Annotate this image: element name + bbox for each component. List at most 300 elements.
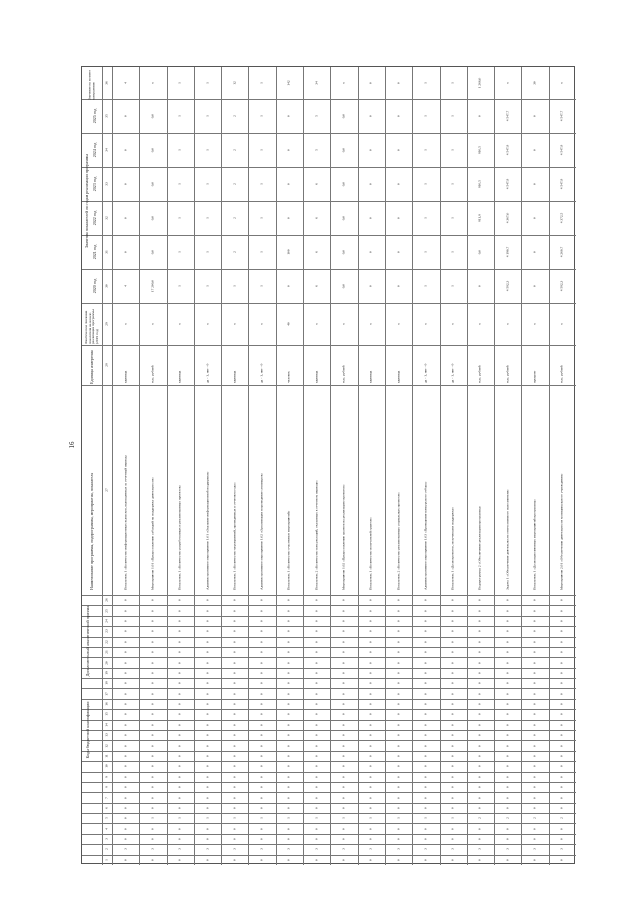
code-cell: 0 <box>122 775 127 778</box>
code-cell: 0 <box>559 630 564 633</box>
row-year-value: 1 <box>450 251 455 253</box>
row-name: Показатель 1 «Количество получателей грантов» <box>368 517 373 590</box>
row-name: Административное мероприятие 1.01 «Оказание информационной поддержки» <box>204 471 209 590</box>
row-separator <box>385 67 386 865</box>
code-cell: 0 <box>232 807 237 809</box>
code-cell: 0 <box>259 682 264 685</box>
row-year-value: 0,0 <box>341 181 346 187</box>
column-separator <box>82 605 576 606</box>
column-separator <box>82 99 576 100</box>
header-year: 2024 год <box>92 142 97 158</box>
column-separator <box>82 699 576 700</box>
code-cell: 0 <box>286 858 291 861</box>
column-separator <box>82 761 576 762</box>
row-year-value: 0 <box>532 285 537 287</box>
code-cell: 0 <box>477 672 482 674</box>
code-cell: 0 <box>477 599 482 602</box>
code-cell: 0 <box>286 838 291 840</box>
code-cell: 0 <box>259 651 264 653</box>
code-cell: 0 <box>313 723 318 726</box>
code-cell: 0 <box>177 755 182 757</box>
row-base: х <box>150 323 155 325</box>
code-cell: 0 <box>505 744 509 747</box>
column-number: 33 <box>104 182 109 186</box>
column-number: 25 <box>104 608 109 613</box>
code-cell: 3 <box>313 848 318 851</box>
column-number: 36 <box>104 81 109 85</box>
code-cell: 0 <box>286 775 291 778</box>
row-year-value: 0,0 <box>150 147 155 153</box>
code-cell: 0 <box>259 838 264 840</box>
code-cell: 0 <box>259 713 264 716</box>
code-cell: 0 <box>395 651 400 653</box>
row-end-value: 142 <box>286 80 291 86</box>
code-cell: 0 <box>423 630 428 633</box>
code-cell: 0 <box>477 765 482 768</box>
code-cell: 0 <box>122 744 127 747</box>
column-separator <box>82 813 576 814</box>
code-cell: 0 <box>259 640 264 643</box>
code-cell: 0 <box>232 838 237 840</box>
code-cell: 3 <box>341 848 346 851</box>
code-cell: 0 <box>559 734 564 737</box>
code-cell: 0 <box>423 620 428 622</box>
row-year-value: 1 <box>177 251 182 253</box>
row-end-value: х <box>341 82 346 84</box>
code-cell: 0 <box>177 807 182 809</box>
code-cell: 0 <box>341 661 346 664</box>
code-cell: 0 <box>450 651 455 653</box>
row-year-value: 0 <box>395 285 400 287</box>
header-base: Фактическое значение показателя на начало реализации программы (2019 год) <box>84 309 99 344</box>
code-cell: 0 <box>368 765 373 768</box>
code-cell: 2 <box>477 817 482 820</box>
code-cell: 0 <box>259 599 264 602</box>
code-cell: 0 <box>368 609 373 612</box>
code-cell: 0 <box>232 692 237 695</box>
row-name: Показатель 1 «Количество участников мероприятий» <box>286 510 291 590</box>
code-cell: 0 <box>177 775 182 778</box>
row-end-value: 34 <box>313 81 318 85</box>
column-separator <box>82 740 576 741</box>
header-year: 2025 год <box>92 108 97 124</box>
code-cell: 0 <box>368 796 373 799</box>
row-year-value: 0 <box>122 115 127 117</box>
row-year-value: 2 <box>232 217 237 219</box>
code-cell: 0 <box>286 713 291 716</box>
code-cell: 1 <box>259 817 264 820</box>
row-year-value: 0 <box>532 149 537 151</box>
column-separator <box>82 720 576 721</box>
code-cell: 0 <box>450 692 455 695</box>
code-cell: 0 <box>204 630 209 633</box>
code-cell: 0 <box>150 858 155 861</box>
code-cell: 0 <box>450 661 455 664</box>
code-cell: 0 <box>450 640 455 643</box>
code-cell: 0 <box>477 713 482 716</box>
row-year-value: 0 <box>477 285 482 287</box>
code-cell: 0 <box>395 786 400 788</box>
row-year-value: 0 <box>122 183 127 185</box>
row-year-value: 1 <box>259 149 264 151</box>
row-year-value: 0 <box>395 149 400 151</box>
row-year-value: 2 <box>232 251 237 253</box>
column-separator <box>82 167 576 168</box>
code-cell: 0 <box>477 692 482 695</box>
code-cell: 0 <box>532 838 537 840</box>
code-cell: 0 <box>423 723 428 726</box>
row-name: Подпрограмма 2 «Обеспечение реализации программы» <box>477 505 482 590</box>
column-separator <box>82 782 576 783</box>
row-year-value: 4 547,7 <box>559 110 564 122</box>
code-cell: 0 <box>505 609 509 612</box>
column-separator <box>82 730 576 731</box>
row-unit: тыс. рублей <box>559 365 564 383</box>
column-number: 2 <box>104 848 109 851</box>
code-cell: 0 <box>559 692 564 695</box>
code-cell: 0 <box>204 640 209 643</box>
row-unit: единица <box>368 370 373 383</box>
code-cell: 0 <box>395 692 400 695</box>
code-cell: 0 <box>423 734 428 737</box>
code-cell: 0 <box>259 692 264 695</box>
code-cell: 0 <box>532 807 537 809</box>
code-cell: 0 <box>477 734 482 737</box>
code-cell: 0 <box>286 723 291 726</box>
code-cell: 0 <box>232 775 237 778</box>
code-cell: 0 <box>423 744 428 747</box>
row-year-value: 0 <box>286 217 291 219</box>
column-separator <box>82 657 576 658</box>
code-cell: 0 <box>505 630 509 633</box>
code-cell: 0 <box>150 765 155 768</box>
code-cell: 0 <box>477 755 482 757</box>
code-cell: 0 <box>177 620 182 622</box>
code-cell: 0 <box>505 755 509 757</box>
code-cell: 0 <box>423 661 428 664</box>
code-cell: 0 <box>313 640 318 643</box>
code-cell: 0 <box>423 838 428 840</box>
code-cell: 0 <box>395 755 400 757</box>
code-cell: 0 <box>450 796 455 799</box>
code-cell: 0 <box>150 609 155 612</box>
code-cell: 0 <box>368 786 373 788</box>
code-cell: 0 <box>395 723 400 726</box>
code-cell: 2 <box>532 817 537 820</box>
code-cell: 0 <box>395 599 400 602</box>
column-number: 4 <box>104 827 109 830</box>
code-cell: 0 <box>313 807 318 809</box>
code-cell: 0 <box>559 661 564 664</box>
code-cell: 0 <box>423 672 428 674</box>
column-number: 18 <box>104 681 109 686</box>
row-year-value: 0 <box>532 251 537 253</box>
row-separator <box>521 67 522 865</box>
code-cell: 0 <box>477 661 482 664</box>
row-name: Административное мероприятие 1.02 «Организация и проведение семинаров» <box>259 472 264 590</box>
code-cell: 0 <box>122 765 127 768</box>
code-cell: 0 <box>423 807 428 809</box>
code-cell: 0 <box>341 858 346 861</box>
code-cell: 1 <box>286 817 291 820</box>
code-cell: 0 <box>423 682 428 685</box>
code-cell: 0 <box>559 765 564 768</box>
code-cell: 0 <box>505 775 509 778</box>
code-cell: 0 <box>204 672 209 674</box>
row-year-value: 1 <box>450 217 455 219</box>
code-cell: 0 <box>423 796 428 799</box>
code-cell: 0 <box>423 651 428 653</box>
column-number: 12 <box>104 743 109 748</box>
code-cell: 0 <box>232 796 237 799</box>
row-end-value: 12 <box>232 81 237 85</box>
column-separator <box>82 855 576 856</box>
code-cell: 0 <box>313 630 318 633</box>
code-cell: 0 <box>559 620 564 622</box>
row-year-value: 0 <box>286 285 291 287</box>
code-cell: 0 <box>232 599 237 602</box>
code-cell: 0 <box>122 640 127 643</box>
code-cell: 0 <box>423 692 428 695</box>
code-cell: 0 <box>232 651 237 653</box>
row-year-value: 1 <box>204 149 209 151</box>
code-cell: 0 <box>259 775 264 778</box>
row-year-value: 0,0 <box>341 215 346 221</box>
code-cell: 0 <box>177 838 182 840</box>
code-cell: 0 <box>259 723 264 726</box>
code-cell: 0 <box>423 858 428 861</box>
row-separator <box>276 67 277 865</box>
row-year-value: 1 <box>177 183 182 185</box>
header-years-group: Значения показателей по годам реализации программы <box>84 154 89 248</box>
code-cell: 0 <box>450 672 455 674</box>
code-cell: 0 <box>505 599 509 602</box>
column-separator <box>82 709 576 710</box>
row-separator <box>549 67 550 865</box>
code-cell: 0 <box>450 775 455 778</box>
row-year-value: 1 <box>177 149 182 151</box>
row-name: Мероприятие 1.01 «Предоставление субсидий на поддержку деятельности» <box>150 477 155 590</box>
column-separator <box>82 595 576 596</box>
code-cell: 0 <box>259 858 264 861</box>
code-cell: 0 <box>505 661 509 664</box>
code-cell: 0 <box>505 786 509 788</box>
code-cell: 0 <box>313 838 318 840</box>
code-cell: 0 <box>532 703 537 705</box>
code-cell: 0 <box>313 651 318 653</box>
code-cell: 0 <box>505 807 509 809</box>
code-cell: 0 <box>286 609 291 612</box>
row-year-value: 0 <box>368 149 373 151</box>
row-year-value: 5 <box>313 149 318 151</box>
code-cell: 0 <box>368 692 373 695</box>
row-year-value: 1 <box>450 183 455 185</box>
row-year-value: 4 547,8 <box>559 144 564 156</box>
row-separator <box>440 67 441 865</box>
code-cell: 0 <box>559 744 564 747</box>
column-separator <box>82 235 576 236</box>
row-year-value: 17 200,0 <box>150 279 155 293</box>
row-name: Административное мероприятие 1.03 «Проведение конкурсного отбора» <box>423 481 428 590</box>
row-base: х <box>450 323 455 325</box>
number-row-separator <box>102 67 103 865</box>
code-cell: 0 <box>286 755 291 757</box>
code-cell: 0 <box>395 827 400 830</box>
code-cell: 0 <box>150 682 155 685</box>
column-separator <box>82 772 576 773</box>
row-year-value: 4 372,5 <box>559 212 564 224</box>
code-cell: 0 <box>286 827 291 830</box>
column-separator <box>82 269 576 270</box>
code-cell: 0 <box>341 609 346 612</box>
code-cell: 0 <box>122 755 127 757</box>
row-separator <box>303 67 304 865</box>
row-year-value: 4 582,3 <box>505 280 509 292</box>
code-cell: 0 <box>204 755 209 757</box>
code-cell: 0 <box>532 734 537 737</box>
code-cell: 0 <box>532 786 537 788</box>
code-cell: 0 <box>450 703 455 705</box>
column-number: 29 <box>104 322 109 326</box>
code-cell: 0 <box>368 827 373 830</box>
row-base: х <box>232 323 237 325</box>
code-cell: 0 <box>122 796 127 799</box>
code-cell: 0 <box>177 661 182 664</box>
code-cell: 0 <box>423 827 428 830</box>
code-cell: 0 <box>532 713 537 716</box>
code-cell: 0 <box>341 682 346 685</box>
row-year-value: 0 <box>368 251 373 253</box>
code-cell: 0 <box>177 858 182 861</box>
code-cell: 0 <box>204 713 209 716</box>
code-cell: 0 <box>477 651 482 653</box>
code-cell: 0 <box>477 640 482 643</box>
header-year: 2021 год <box>92 244 97 260</box>
header-group-codes: Коды бюджетной классификации <box>85 701 90 759</box>
code-cell: 0 <box>450 807 455 809</box>
code-cell: 0 <box>532 630 537 633</box>
row-year-value: 0,0 <box>150 215 155 221</box>
code-cell: 0 <box>395 630 400 633</box>
code-cell: 0 <box>341 640 346 643</box>
code-cell: 0 <box>477 682 482 685</box>
code-cell: 0 <box>559 713 564 716</box>
row-year-value: 1 <box>204 183 209 185</box>
header-year: 2022 год <box>92 210 97 226</box>
code-cell: 0 <box>177 796 182 799</box>
code-cell: 0 <box>313 609 318 612</box>
code-cell: 0 <box>532 640 537 643</box>
column-number: 14 <box>104 723 109 727</box>
column-number: 17 <box>104 691 109 696</box>
code-cell: 0 <box>368 775 373 778</box>
header-year: 2023 год <box>92 176 97 192</box>
code-cell: 0 <box>341 599 346 602</box>
code-cell: 0 <box>150 620 155 622</box>
code-cell: 0 <box>559 682 564 685</box>
column-number: 7 <box>104 796 109 799</box>
code-cell: 2 <box>505 817 509 820</box>
code-cell: 0 <box>505 838 509 840</box>
header-name: Наименование программы, подпрограммы, мероприятия, показателя <box>89 472 94 590</box>
code-cell: 0 <box>313 765 318 768</box>
code-cell: 0 <box>532 827 537 830</box>
code-cell: 0 <box>395 703 400 705</box>
column-number: 13 <box>104 733 109 737</box>
code-cell: 0 <box>559 786 564 788</box>
code-cell: 0 <box>286 786 291 788</box>
code-cell: 0 <box>259 734 264 737</box>
code-cell: 0 <box>286 682 291 685</box>
code-cell: 0 <box>341 620 346 622</box>
code-cell: 1 <box>150 817 155 820</box>
code-cell: 0 <box>505 651 509 653</box>
row-unit: единица <box>122 370 127 383</box>
row-separator <box>221 67 222 865</box>
row-year-value: 2 <box>232 183 237 185</box>
row-year-value: 0,0 <box>341 113 346 119</box>
code-cell: 0 <box>395 838 400 840</box>
code-cell: 0 <box>368 640 373 643</box>
code-cell: 0 <box>395 672 400 674</box>
column-number: 22 <box>104 639 109 644</box>
code-cell: 0 <box>177 734 182 737</box>
code-cell: 0 <box>259 609 264 612</box>
code-cell: 0 <box>505 620 509 622</box>
code-cell: 0 <box>204 651 209 653</box>
code-cell: 0 <box>368 723 373 726</box>
code-cell: 0 <box>395 744 400 747</box>
row-year-value: 1 <box>423 285 428 287</box>
code-cell: 0 <box>232 620 237 622</box>
code-cell: 0 <box>150 630 155 633</box>
code-cell: 0 <box>341 723 346 726</box>
code-cell: 3 <box>559 848 564 851</box>
row-separator <box>194 67 195 865</box>
code-cell: 0 <box>423 599 428 602</box>
code-cell: 0 <box>532 765 537 768</box>
column-separator <box>82 688 576 689</box>
header-unit: Единица измерения <box>89 350 94 384</box>
code-cell: 0 <box>204 786 209 788</box>
row-end-value: 1 <box>423 82 428 84</box>
code-cell: 0 <box>368 672 373 674</box>
code-cell: 0 <box>259 744 264 747</box>
row-separator <box>467 67 468 865</box>
row-year-value: 0 <box>395 115 400 117</box>
code-cell: 0 <box>532 599 537 602</box>
code-cell: 0 <box>150 744 155 747</box>
column-number: 6 <box>104 807 109 809</box>
code-cell: 0 <box>395 734 400 737</box>
column-number: 11 <box>104 754 109 758</box>
code-cell: 0 <box>559 755 564 757</box>
code-cell: 0 <box>204 609 209 612</box>
code-cell: 0 <box>313 786 318 788</box>
code-cell: 0 <box>450 682 455 685</box>
code-cell: 0 <box>423 786 428 788</box>
code-cell: 0 <box>450 755 455 757</box>
row-base: х <box>177 323 182 325</box>
row-year-value: 0,0 <box>341 283 346 289</box>
code-cell: 0 <box>286 599 291 602</box>
code-cell: 0 <box>313 703 318 705</box>
code-cell: 0 <box>286 744 291 747</box>
row-year-value: 0 <box>532 217 537 219</box>
code-cell: 0 <box>423 640 428 643</box>
code-cell: 0 <box>395 620 400 622</box>
row-unit: да - 1, нет - 0 <box>423 363 428 383</box>
